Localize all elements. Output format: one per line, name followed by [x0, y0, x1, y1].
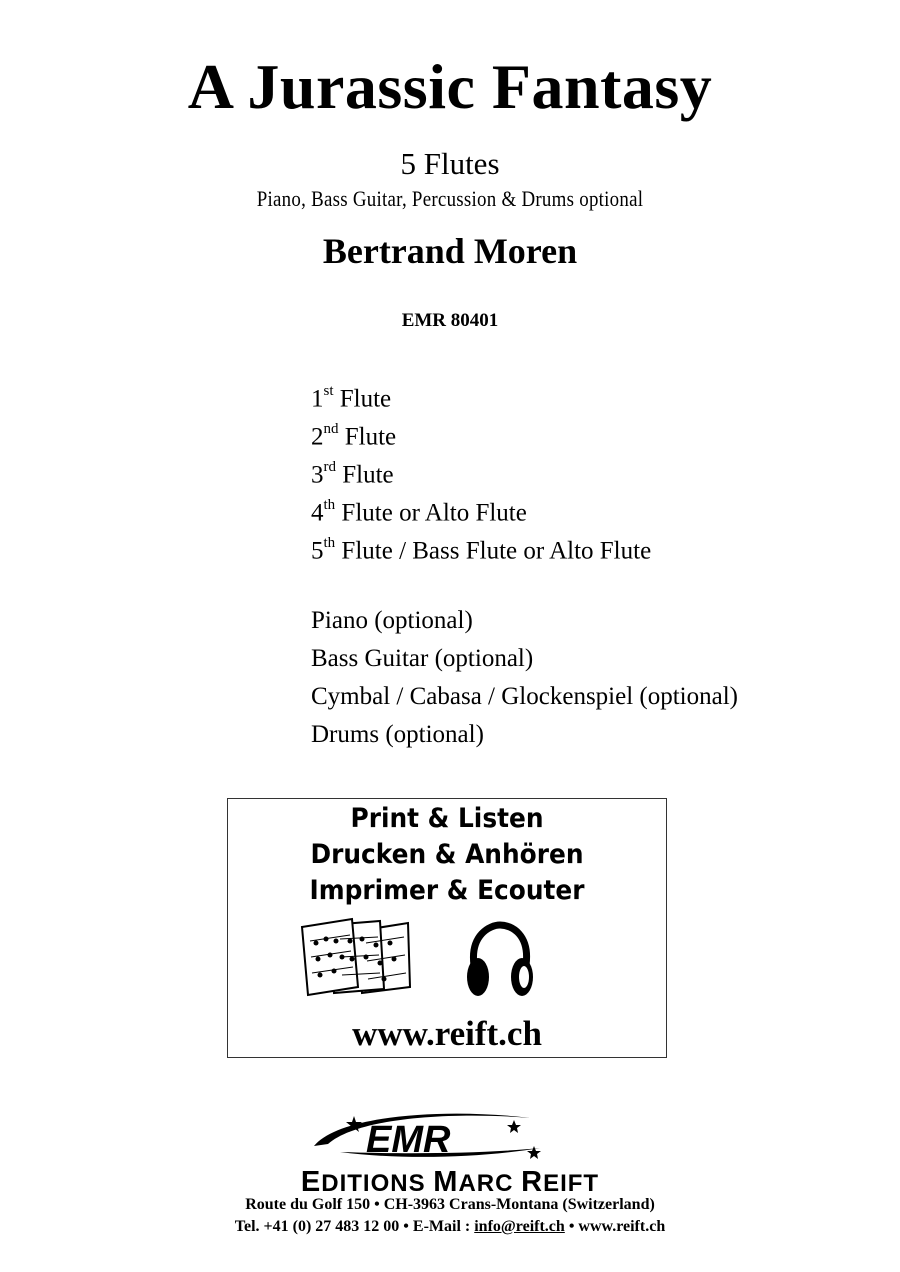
promo-line-german: Drucken & Anhören [310, 839, 584, 870]
part-item: 2nd Flute [311, 421, 397, 451]
emr-logo [310, 1108, 550, 1164]
email-link[interactable]: info@reift.ch [474, 1218, 565, 1235]
page-title: A Jurassic Fantasy [187, 51, 713, 122]
publisher-address: Route du Golf 150 • CH-3963 Crans-Montana (Switzerland) [245, 1196, 655, 1213]
print-listen-box [227, 798, 667, 1058]
part-item: 1st Flute [311, 383, 392, 413]
part-item: Drums (optional) [311, 721, 484, 748]
part-item: 5th Flute / Bass Flute or Alto Flute [311, 535, 652, 565]
part-item: 4th Flute or Alto Flute [311, 497, 527, 527]
phone-text: Tel. +41 (0) 27 483 12 00 • E-Mail : [234, 1218, 475, 1235]
publisher-contact [0, 1218, 900, 1236]
part-item: Cymbal / Cabasa / Glockenspiel (optional) [311, 683, 738, 710]
part-item: 3rd Flute [311, 459, 394, 489]
headphones-icon [464, 921, 536, 1001]
ensemble-subtitle: 5 Flutes [400, 146, 500, 181]
promo-line-english: Print & Listen [350, 803, 544, 834]
publisher-name: EDITIONS MARC REIFT [300, 1166, 600, 1198]
promo-line-french: Imprimer & Ecouter [309, 875, 585, 906]
part-item: Bass Guitar (optional) [311, 645, 534, 672]
optional-instruments-line: Piano, Bass Guitar, Percussion & Drums optional [256, 186, 644, 211]
composer-name: Bertrand Moren [322, 231, 578, 271]
optional-parts-list [311, 602, 738, 754]
sheet-music-icon [300, 917, 412, 997]
catalog-number: EMR 80401 [401, 310, 499, 331]
flute-parts-list [311, 374, 651, 564]
web-text: • www.reift.ch [564, 1218, 666, 1235]
emr-logo-text: EMR [366, 1119, 451, 1161]
website-link[interactable]: www.reift.ch [352, 1014, 542, 1053]
part-item: Piano (optional) [311, 607, 473, 634]
